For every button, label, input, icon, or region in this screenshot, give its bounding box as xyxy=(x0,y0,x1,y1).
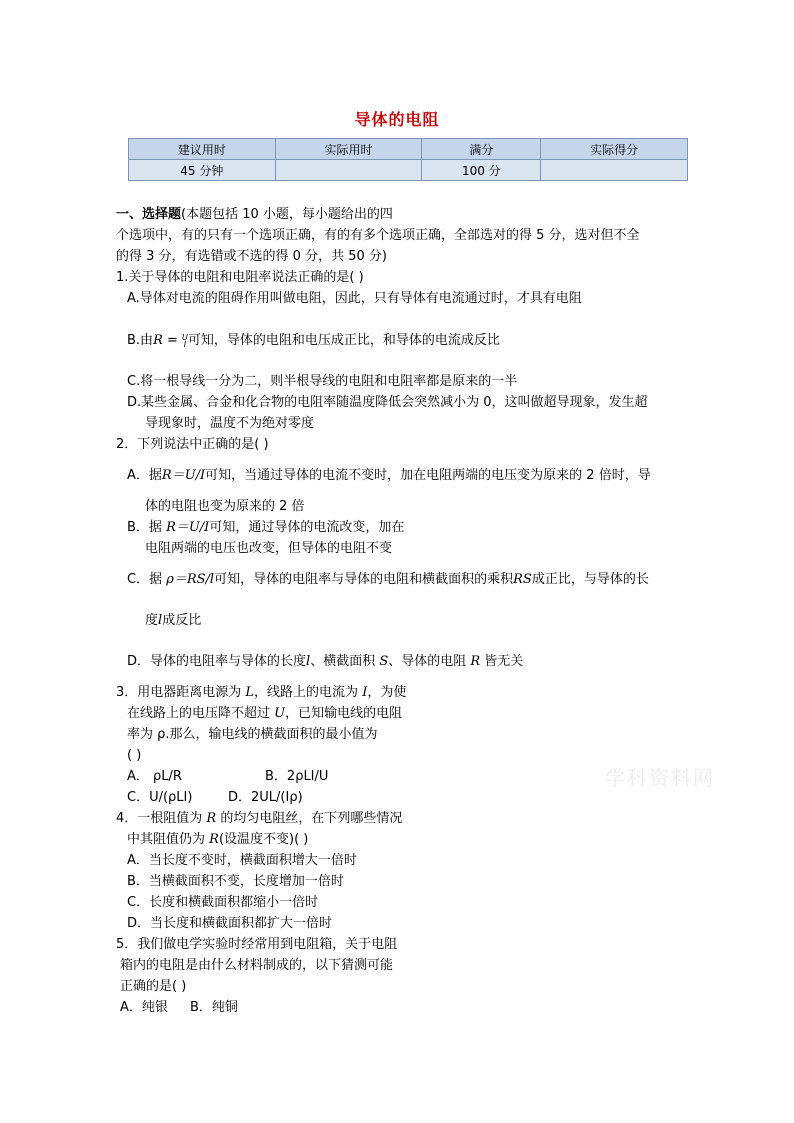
q3-symbol-l: L xyxy=(245,685,255,700)
q5-line-3: 正确的是( ) xyxy=(120,979,187,994)
q1-option-a: A.导体对电流的阻碍作用叫做电阻，因此，只有导体有电流通过时，才具有电阻 xyxy=(127,291,582,306)
q3-symbol-u: U xyxy=(274,706,286,721)
value-actual-time xyxy=(275,160,422,181)
q4-l2-prefix: 中其阻值仍为 xyxy=(127,832,210,847)
q2-a-formula: R＝U/I xyxy=(161,468,206,483)
q2-c-formula: ρ＝RS/l xyxy=(166,572,215,587)
q4-l1-end: 的均匀电阻丝，在下列哪些情况 xyxy=(216,811,403,826)
q2-d-symbol-l: l xyxy=(306,654,311,669)
q2-c2-prefix: 度 xyxy=(145,613,159,628)
q5-line-2: 箱内的电阻是由什么材料制成的，以下猜测可能 xyxy=(120,958,394,973)
page-title: 导体的电阻 xyxy=(354,110,440,129)
q2-option-a-line-2: 体的电阻也变为原来的 2 倍 xyxy=(145,499,305,514)
q3-line-1 xyxy=(116,685,406,701)
q2-d-symbol-r: R xyxy=(470,654,481,669)
q5-option-b: B．纯铜 xyxy=(190,1000,238,1015)
section-heading: 一、选择题 xyxy=(116,207,182,222)
value-actual-score xyxy=(541,160,688,181)
q1-option-d-line-2: 导现象时，温度不为绝对零度 xyxy=(145,416,315,431)
q4-l1-prefix: 4．一根阻值为 xyxy=(116,811,207,826)
q3-line-3: 率为 ρ.那么，输电线的横截面积的最小值为 xyxy=(127,727,378,742)
q5-option-a: A．纯银 xyxy=(120,1000,168,1015)
q2-b-prefix: B．据 xyxy=(127,520,167,535)
q1-b-denominator: I xyxy=(183,339,187,349)
q3-l1-mid: ，线路上的电流为 xyxy=(254,685,363,700)
q3-l2-prefix: 在线路上的电压降不超过 xyxy=(127,706,275,721)
section-intro-line-3: 的得 3 分，有选错或不选的得 0 分，共 50 分) xyxy=(116,249,387,264)
q2-option-b-line-1 xyxy=(127,520,404,536)
section-intro-text: (本题包括 10 小题，每小题给出的四 xyxy=(181,207,393,222)
q2-option-c-line-1 xyxy=(127,572,649,588)
q1-b-prefix: B.由 xyxy=(127,333,154,348)
watermark: 学科资料网 xyxy=(605,766,715,790)
value-suggested-time: 45 分钟 xyxy=(129,160,276,181)
q2-c-prefix: C．据 xyxy=(127,572,167,587)
q5-line-1: 5．我们做电学实验时经常用到电阻箱，关于电阻 xyxy=(116,937,398,952)
q2-option-a-line-1 xyxy=(127,468,651,484)
q3-option-d: D．2UL/(Iρ) xyxy=(228,790,303,805)
section-intro-line-2: 个选项中，有的只有一个选项正确，有的有多个选项正确，全部选对的得 5 分，选对但不全 xyxy=(116,228,640,243)
q2-b-text: 可知，通过导体的电流改变，加在 xyxy=(209,520,405,535)
score-table-header-row xyxy=(129,139,688,160)
q2-option-c-line-2 xyxy=(145,613,201,629)
q4-l2-end: (设温度不变)( ) xyxy=(218,832,309,847)
score-table-value-row xyxy=(129,160,688,181)
section-intro-line-1 xyxy=(116,207,393,223)
header-actual-time: 实际用时 xyxy=(275,139,422,160)
q1-stem: 1.关于导体的电阻和电阻率说法正确的是( ) xyxy=(116,270,364,285)
header-full-score: 满分 xyxy=(422,139,541,160)
q1-option-b xyxy=(127,333,500,349)
header-suggested-time: 建议用时 xyxy=(129,139,276,160)
q3-l1-prefix: 3．用电器距离电源为 xyxy=(116,685,246,700)
q2-option-d xyxy=(127,654,523,670)
q3-symbol-i: I xyxy=(362,685,368,700)
q2-c2-symbol-l: l xyxy=(158,613,163,628)
q4-line-2 xyxy=(127,832,308,848)
q1-option-d-line-1: D.某些金属、合金和化合物的电阻率随温度降低会突然减小为 0，这叫做超导现象，发生超 xyxy=(127,395,648,410)
q1-b-numerator: U xyxy=(182,332,188,342)
q3-line-4: ( ) xyxy=(127,748,142,763)
q1-b-text: 可知，导体的电阻和电压成正比，和导体的电流成反比 xyxy=(187,333,500,348)
q4-line-1 xyxy=(116,811,402,827)
q2-c-text-end: 成正比，与导体的长 xyxy=(531,572,649,587)
q2-d-text-2: 、导体的电阻 xyxy=(388,654,471,669)
value-full-score: 100 分 xyxy=(422,160,541,181)
q2-d-prefix: D．导体的电阻率与导体的长度 xyxy=(127,654,307,669)
q4-symbol-r-2: R xyxy=(209,832,219,847)
q1-b-equals: = xyxy=(162,333,183,348)
q3-line-2 xyxy=(127,706,402,722)
q1-option-c: C.将一根导线一分为二，则半根导线的电阻和电阻率都是原来的一半 xyxy=(127,374,518,389)
q2-d-text-1: 、横截面积 xyxy=(310,654,380,669)
q1-b-symbol-r: R xyxy=(153,333,163,348)
q4-option-c: C．长度和横截面积都缩小一倍时 xyxy=(127,895,319,910)
q3-l1-end: ，为使 xyxy=(367,685,407,700)
q3-option-b: B．2ρLI/U xyxy=(265,769,329,784)
q2-d-symbol-s: S xyxy=(379,654,389,669)
q2-a-text: 可知，当通过导体的电流不变时，加在电阻两端的电压变为原来的 2 倍时，导 xyxy=(205,468,651,483)
q2-d-text-3: 皆无关 xyxy=(480,654,524,669)
score-table xyxy=(128,138,688,181)
q4-symbol-r-1: R xyxy=(206,811,217,826)
q2-a-prefix: A．据 xyxy=(127,468,162,483)
header-actual-score: 实际得分 xyxy=(541,139,688,160)
q4-option-d: D．当长度和横截面积都扩大一倍时 xyxy=(127,916,333,931)
q2-c2-text: 成反比 xyxy=(162,613,202,628)
q3-option-c: C．U/(ρLI) xyxy=(127,790,193,805)
q2-stem: 2．下列说法中正确的是( ) xyxy=(116,437,269,452)
q2-b-formula: R＝U/I xyxy=(166,520,210,535)
q2-option-b-line-2: 电阻两端的电压也改变，但导体的电阻不变 xyxy=(145,541,393,556)
q4-option-a: A．当长度不变时，横截面积增大一倍时 xyxy=(127,853,357,868)
q4-option-b: B．当横截面积不变，长度增加一倍时 xyxy=(127,874,344,889)
q2-c-symbol-rs: RS xyxy=(513,572,532,587)
q3-l2-end: ，已知输电线的电阻 xyxy=(285,706,403,721)
q2-c-text-mid: 可知，导体的电阻率与导体的电阻和横截面积的乘积 xyxy=(214,572,514,587)
q3-option-a: A． ρL/R xyxy=(127,769,182,784)
